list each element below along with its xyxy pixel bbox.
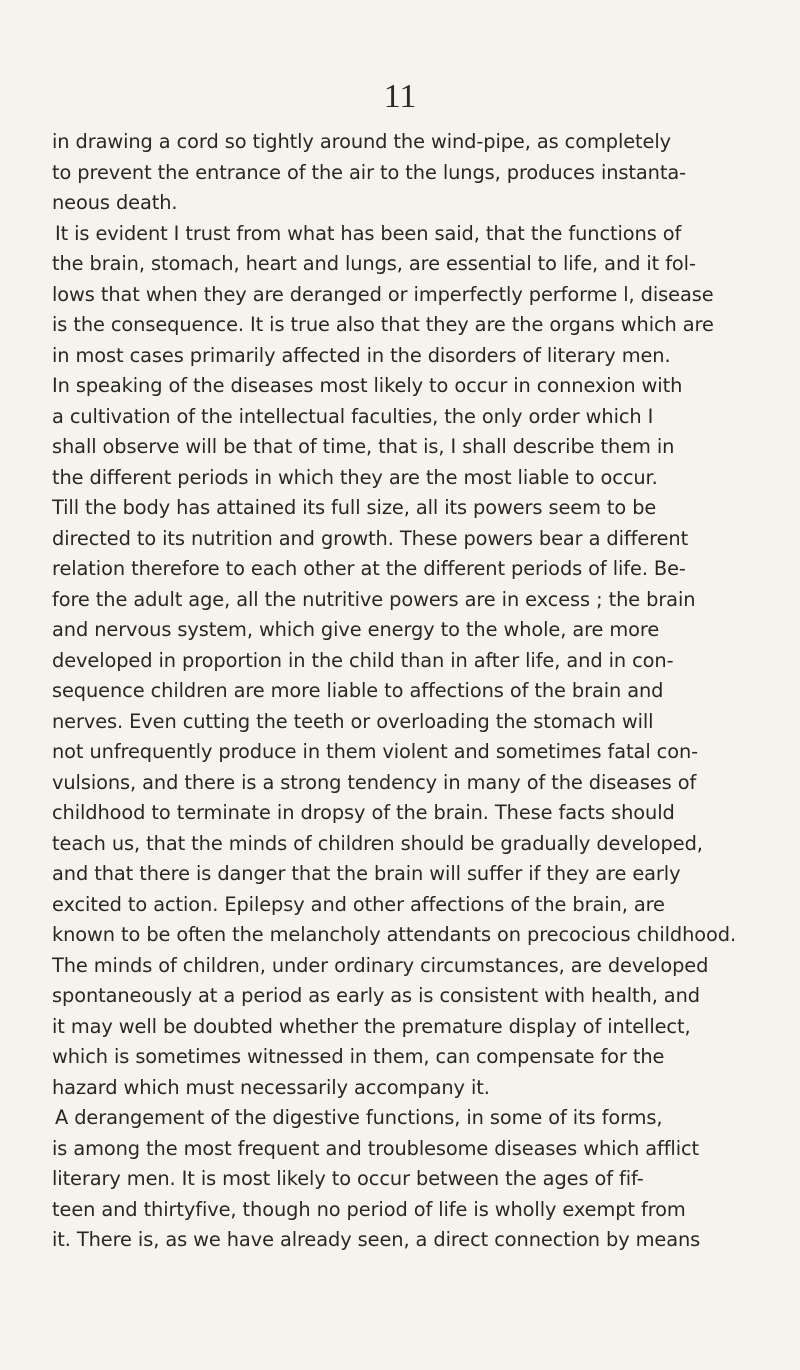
- body-text: [52, 127, 800, 1256]
- text-line: directed to its nutrition and growth. These powers bear a different: [52, 526, 689, 550]
- text-line: The minds of children, under ordinary circumstances, are developed: [52, 953, 709, 977]
- text-line: neous death.: [52, 191, 178, 214]
- text-line: fore the adult age, all the nutritive powers are in excess ; the brain: [52, 587, 696, 611]
- text-line: teach us, that the minds of children should be gradually developed,: [52, 831, 703, 855]
- text-line: the different periods in which they are the most liable to occur.: [52, 465, 658, 489]
- text-line: is the consequence. It is true also that they are the organs which are: [52, 313, 714, 336]
- text-line: literary men. It is most likely to occur between the ages of fif-: [52, 1167, 644, 1190]
- text-line: a cultivation of the intellectual faculties, the only order which I: [52, 404, 654, 428]
- text-line: which is sometimes witnessed in them, can compensate for the: [52, 1045, 665, 1068]
- text-line: spontaneously at a period as early as is consistent with health, and: [52, 984, 700, 1007]
- text-line: childhood to terminate in dropsy of the brain. These facts should: [52, 801, 675, 824]
- text-line: relation therefore to each other at the different periods of life. Be-: [52, 557, 686, 580]
- text-line: developed in proportion in the child than in after life, and in con-: [52, 648, 674, 672]
- text-line: it. There is, as we have already seen, a direct connection by means: [52, 1228, 701, 1251]
- text-line: hazard which must necessarily accompany it.: [52, 1075, 490, 1099]
- text-line: and that there is danger that the brain will suffer if they are early: [52, 862, 681, 885]
- text-line: nerves. Even cutting the teeth or overloading the stomach will: [52, 709, 654, 733]
- text-line: it may well be doubted whether the premature display of intellect,: [52, 1014, 691, 1038]
- text-line: vulsions, and there is a strong tendency in many of the diseases of: [52, 770, 697, 794]
- text-line: sequence children are more liable to affections of the brain and: [52, 679, 664, 702]
- text-line: teen and thirtyfive, though no period of life is wholly exempt from: [52, 1197, 686, 1221]
- text-line: A derangement of the digestive functions, in some of its forms,: [54, 1106, 663, 1129]
- text-line: and nervous system, which give energy to the whole, are more: [52, 618, 660, 641]
- text-line: excited to action. Epilepsy and other affections of the brain, are: [52, 892, 665, 916]
- text-line: not unfrequently produce in them violent and sometimes fatal con-: [52, 740, 699, 763]
- text-line: in most cases primarily affected in the disorders of literary men.: [52, 343, 671, 367]
- text-line: shall observe will be that of time, that is, I shall describe them in: [52, 435, 675, 458]
- text-line: Till the body has attained its full size, all its powers seem to be: [52, 496, 657, 519]
- page-number: 11: [383, 78, 417, 115]
- text-line: It is evident I trust from what has been said, that the functions of: [54, 221, 682, 245]
- text-line: the brain, stomach, heart and lungs, are essential to life, and it fol-: [52, 252, 696, 275]
- text-line: is among the most frequent and troublesome diseases which afflict: [52, 1136, 700, 1160]
- text-line: to prevent the entrance of the air to the lungs, produces instanta-: [52, 160, 687, 184]
- text-line: lows that when they are deranged or imperfectly performe l, disease: [52, 282, 714, 306]
- text-line: In speaking of the diseases most likely to occur in connexion with: [52, 374, 683, 397]
- text-line: in drawing a cord so tightly around the wind-pipe, as completely: [52, 130, 672, 153]
- text-line: known to be often the melancholy attendants on precocious childhood.: [52, 923, 737, 946]
